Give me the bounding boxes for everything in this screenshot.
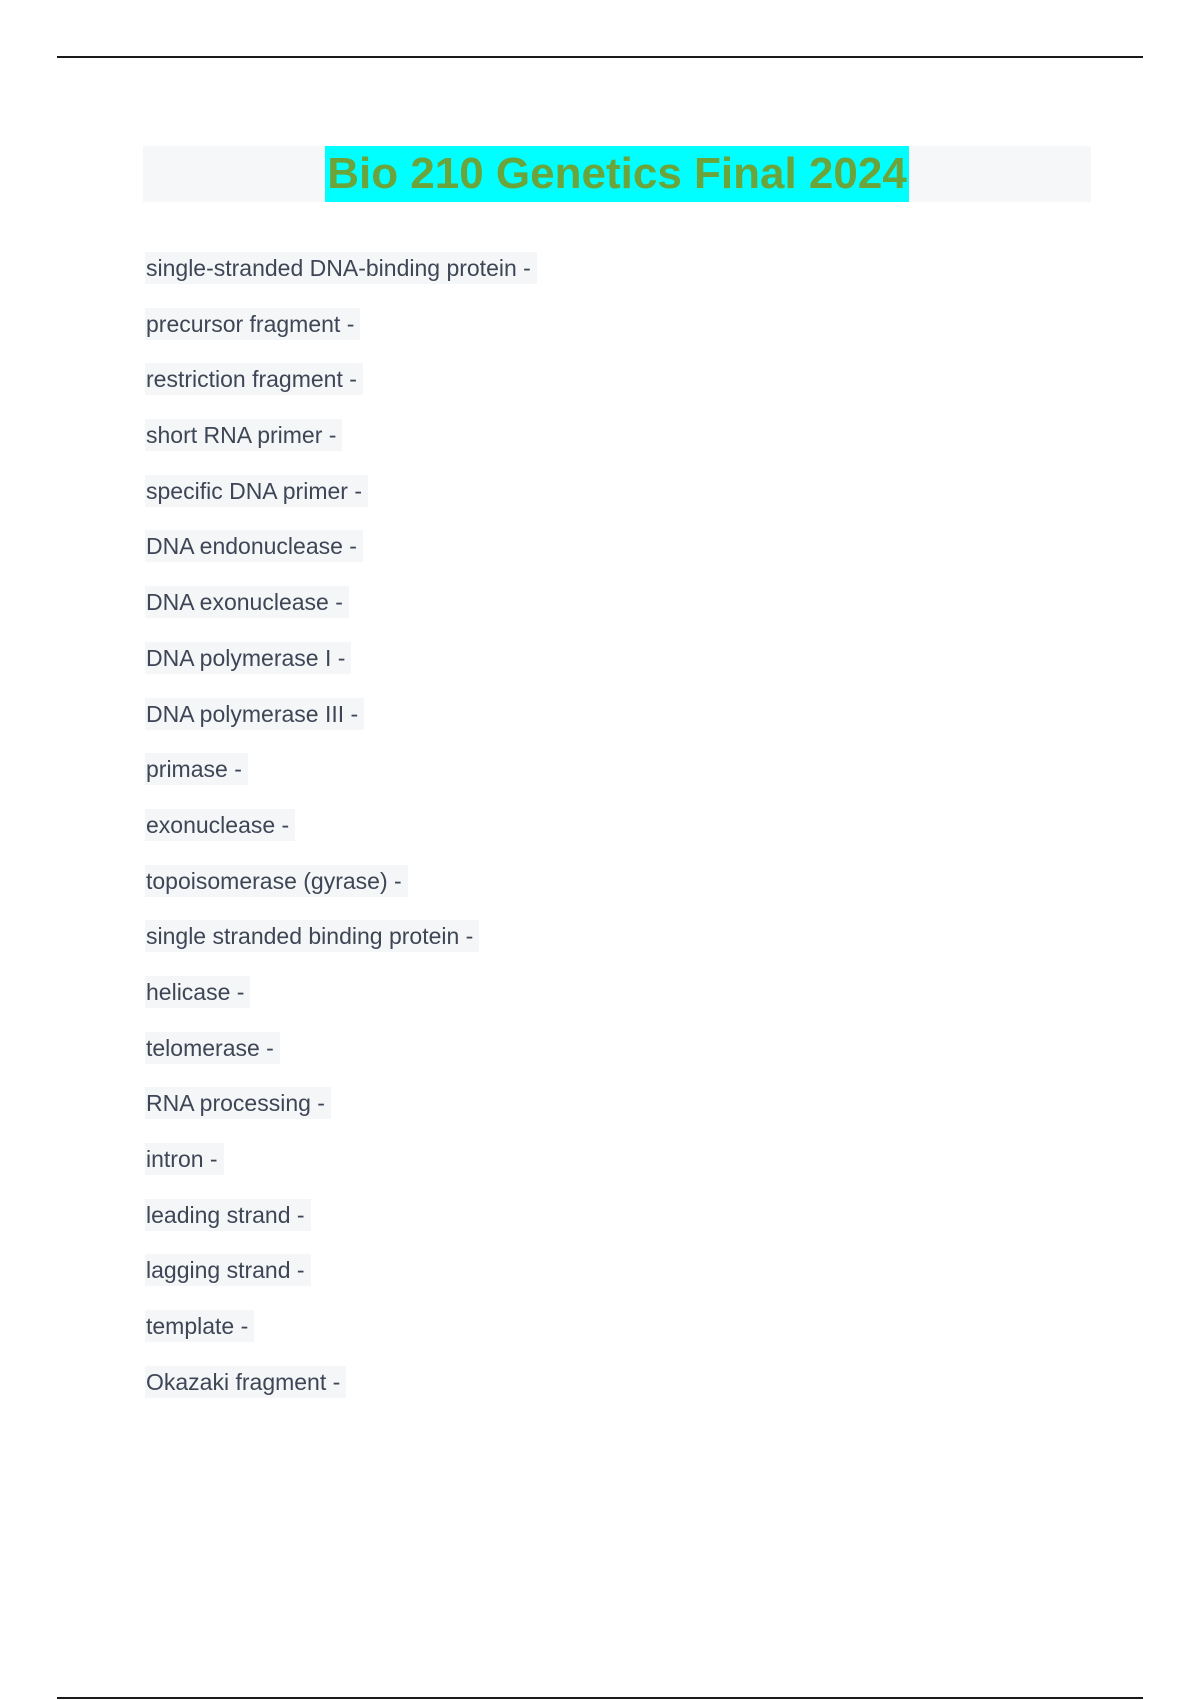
term-label: helicase - xyxy=(145,976,250,1008)
term-label: Okazaki fragment - xyxy=(145,1366,346,1398)
list-item xyxy=(145,586,1045,642)
term-label: DNA exonuclease - xyxy=(145,586,349,618)
document-title: Bio 210 Genetics Final 2024 xyxy=(325,146,909,202)
term-label: specific DNA primer - xyxy=(145,475,368,507)
term-label: exonuclease - xyxy=(145,809,295,841)
term-label: primase - xyxy=(145,753,248,785)
term-label: DNA endonuclease - xyxy=(145,530,363,562)
list-item xyxy=(145,1032,1045,1088)
list-item xyxy=(145,1143,1045,1199)
list-item xyxy=(145,642,1045,698)
term-label: precursor fragment - xyxy=(145,308,360,340)
list-item xyxy=(145,252,1045,308)
list-item xyxy=(145,865,1045,921)
list-item xyxy=(145,308,1045,364)
list-item xyxy=(145,753,1045,809)
top-divider xyxy=(57,56,1143,58)
list-item xyxy=(145,809,1045,865)
term-label: topoisomerase (gyrase) - xyxy=(145,865,408,897)
list-item xyxy=(145,1366,1045,1422)
title-band xyxy=(143,146,1091,202)
list-item xyxy=(145,475,1045,531)
term-label: leading strand - xyxy=(145,1199,311,1231)
term-label: single-stranded DNA-binding protein - xyxy=(145,252,537,284)
list-item xyxy=(145,419,1045,475)
term-label: single stranded binding protein - xyxy=(145,920,479,952)
term-label: lagging strand - xyxy=(145,1254,311,1286)
term-label: telomerase - xyxy=(145,1032,280,1064)
term-label: template - xyxy=(145,1310,254,1342)
term-list xyxy=(145,252,1045,1421)
list-item xyxy=(145,1087,1045,1143)
term-label: short RNA primer - xyxy=(145,419,342,451)
list-item xyxy=(145,1199,1045,1255)
list-item xyxy=(145,698,1045,754)
bottom-divider xyxy=(57,1697,1143,1699)
list-item xyxy=(145,920,1045,976)
list-item xyxy=(145,1310,1045,1366)
list-item xyxy=(145,530,1045,586)
list-item xyxy=(145,363,1045,419)
list-item xyxy=(145,976,1045,1032)
term-label: intron - xyxy=(145,1143,224,1175)
term-label: DNA polymerase I - xyxy=(145,642,351,674)
list-item xyxy=(145,1254,1045,1310)
term-label: RNA processing - xyxy=(145,1087,331,1119)
term-label: DNA polymerase III - xyxy=(145,698,364,730)
term-label: restriction fragment - xyxy=(145,363,363,395)
